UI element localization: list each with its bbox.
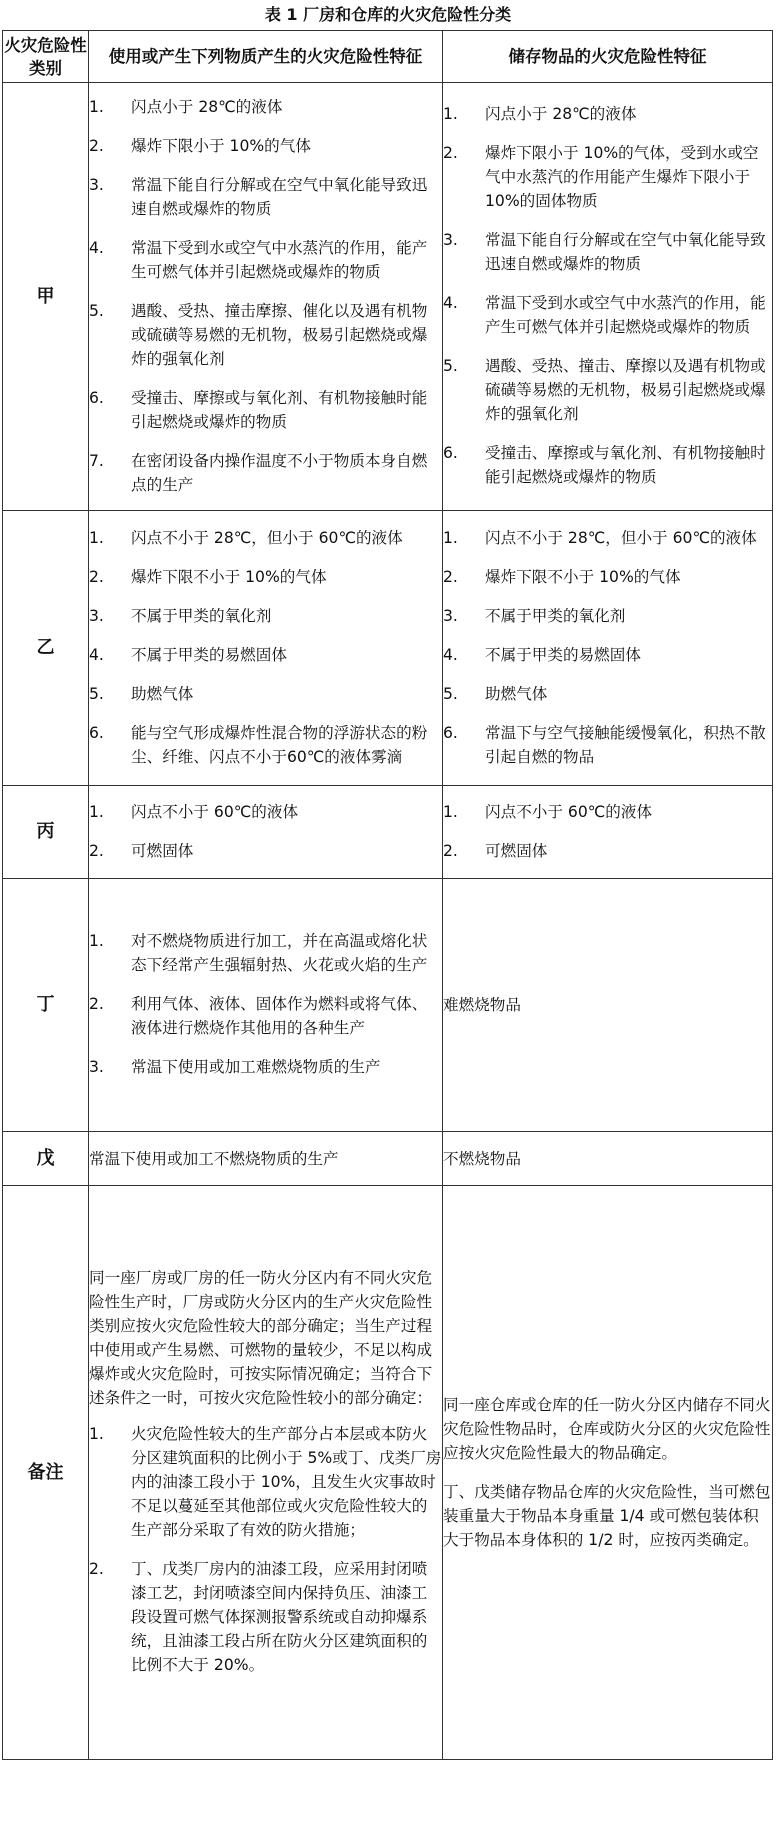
item-number: 1.	[89, 802, 104, 821]
header-storage: 储存物品的火灾危险性特征	[443, 31, 773, 83]
list-production-yi	[89, 517, 442, 780]
item-text: 受撞击、摩擦或与氧化剂、有机物接触时能引起燃烧或爆炸的物质	[131, 388, 428, 431]
item-number: 2.	[443, 567, 458, 586]
item-text: 闪点不小于 28℃，但小于 60℃的液体	[131, 528, 403, 547]
item-number: 2.	[89, 1560, 104, 1578]
item-number: 6.	[89, 723, 104, 742]
item-text: 不属于甲类的易燃固体	[485, 645, 641, 664]
row-jia	[3, 83, 773, 511]
item-text: 对不燃烧物质进行加工，并在高温或熔化状态下经常产生强辐射热、火花或火焰的生产	[131, 932, 428, 974]
item-number: 7.	[89, 451, 104, 470]
list-item	[89, 565, 442, 589]
list-item	[443, 721, 772, 769]
list-item	[89, 386, 442, 434]
list-item	[443, 291, 772, 339]
item-text: 常温下能自行分解或在空气中氧化能导致迅速自燃或爆炸的物质	[485, 231, 766, 273]
item-text: 常温下受到水或空气中水蒸汽的作用，能产生可燃气体并引起燃烧或爆炸的物质	[485, 294, 766, 336]
item-text: 常温下与空气接触能缓慢氧化，积热不散引起自燃的物品	[485, 723, 766, 766]
item-text: 闪点不小于 60℃的液体	[485, 802, 653, 821]
item-number: 2.	[89, 841, 104, 860]
list-item	[89, 1422, 442, 1542]
storage-wu-text: 不燃烧物品	[443, 1149, 521, 1168]
item-number: 1.	[89, 528, 104, 547]
list-item	[443, 441, 772, 489]
item-number: 3.	[89, 606, 104, 625]
row-wu	[3, 1132, 773, 1186]
item-number: 4.	[89, 645, 104, 664]
production-ding	[89, 879, 443, 1132]
list-item	[443, 228, 772, 276]
item-number: 3.	[89, 1058, 104, 1076]
item-text: 爆炸下限不小于 10%的气体	[485, 567, 681, 586]
list-item	[89, 1557, 442, 1677]
item-text: 常温下使用或加工难燃烧物质的生产	[131, 1058, 381, 1076]
table-title: 表 1 厂房和仓库的火灾危险性分类	[264, 5, 512, 24]
item-text: 爆炸下限小于 10%的气体，受到水或空气中水蒸汽的作用能产生爆炸下限小于 10%的固体物质	[485, 144, 759, 210]
item-number: 1.	[443, 105, 458, 123]
production-notes-intro: 同一座厂房或厂房的任一防火分区内有不同火灾危险性生产时，厂房或防火分区内的生产火灾危险性类别应按火灾危险性较大的部分确定；当生产过程中使用或产生易燃、可燃物的量较少，不足以构成爆炸或火灾危险时，可按实际情况确定；当符合下述条件之一时，可按火灾危险性较小的部分确定：	[89, 1269, 433, 1407]
item-text: 可燃固体	[131, 841, 194, 860]
list-item	[443, 839, 772, 863]
list-item	[89, 236, 442, 284]
list-storage-jia	[443, 93, 772, 500]
storage-notes	[443, 1186, 773, 1760]
list-item	[443, 800, 772, 824]
item-number: 6.	[443, 444, 458, 462]
list-item	[89, 839, 442, 863]
item-number: 3.	[443, 231, 458, 249]
category-bing: 丙	[3, 786, 89, 879]
production-wu	[89, 1132, 443, 1186]
item-text: 在密闭设备内操作温度不小于物质本身自燃点的生产	[131, 451, 428, 494]
item-number: 2.	[89, 567, 104, 586]
list-production-jia	[89, 86, 442, 508]
list-production-ding	[89, 920, 442, 1090]
storage-ding	[443, 879, 773, 1132]
item-number: 6.	[89, 388, 104, 407]
list-item	[443, 102, 772, 126]
row-yi	[3, 511, 773, 786]
item-number: 1.	[89, 932, 104, 950]
item-text: 爆炸下限小于 10%的气体	[131, 136, 311, 155]
item-number: 3.	[443, 606, 458, 625]
item-text: 遇酸、受热、撞击、摩擦以及遇有机物或硫磺等易燃的无机物，极易引起燃烧或爆炸的强氧化剂	[485, 357, 766, 423]
item-text: 能与空气形成爆炸性混合物的浮游状态的粉尘、纤维、闪点不小于60℃的液体雾滴	[131, 723, 428, 766]
list-production-bing	[89, 791, 442, 874]
item-number: 3.	[89, 175, 104, 194]
storage-yi	[443, 511, 773, 786]
production-bing	[89, 786, 443, 879]
category-notes: 备注	[3, 1186, 89, 1760]
item-number: 4.	[443, 645, 458, 664]
header-category: 火灾危险性类别	[3, 31, 89, 83]
list-item	[89, 1055, 442, 1079]
item-text: 不属于甲类的氧化剂	[485, 606, 626, 625]
item-text: 常温下受到水或空气中水蒸汽的作用，能产生可燃气体并引起燃烧或爆炸的物质	[131, 238, 428, 281]
storage-bing	[443, 786, 773, 879]
category-ding: 丁	[3, 879, 89, 1132]
production-yi	[89, 511, 443, 786]
list-storage-yi	[443, 517, 772, 780]
category-yi: 乙	[3, 511, 89, 786]
fire-hazard-table	[2, 30, 773, 1760]
header-row	[3, 31, 773, 83]
list-item	[443, 141, 772, 213]
item-text: 不属于甲类的氧化剂	[131, 606, 272, 625]
list-item	[89, 449, 442, 497]
item-number: 5.	[443, 684, 458, 703]
item-text: 闪点不小于 60℃的液体	[131, 802, 299, 821]
storage-wu	[443, 1132, 773, 1186]
item-text: 火灾危险性较大的生产部分占本层或本防火分区建筑面积的比例小于 5%或丁、戊类厂房内的油漆工段小于 10%，且发生火灾事故时不足以蔓延至其他部位或火灾危险性较大的生产部分采取了有效的防火措施；	[131, 1425, 442, 1539]
item-number: 2.	[89, 136, 104, 155]
item-text: 利用气体、液体、固体作为燃料或将气体、液体进行燃烧作其他用的各种生产	[131, 995, 428, 1037]
item-text: 常温下能自行分解或在空气中氧化能导致迅速自燃或爆炸的物质	[131, 175, 428, 218]
row-ding	[3, 879, 773, 1132]
item-text: 爆炸下限不小于 10%的气体	[131, 567, 327, 586]
item-text: 助燃气体	[485, 684, 548, 703]
item-text: 闪点不小于 28℃，但小于 60℃的液体	[485, 528, 757, 547]
item-number: 6.	[443, 723, 458, 742]
item-number: 2.	[443, 841, 458, 860]
item-number: 5.	[89, 684, 104, 703]
item-number: 5.	[89, 301, 104, 320]
production-notes	[89, 1186, 443, 1760]
item-number: 1.	[89, 97, 104, 116]
storage-notes-p2: 丁、戊类储存物品仓库的火灾危险性，当可燃包装重量大于物品本身重量 1/4 或可燃包装体积大于物品本身体积的 1/2 时，应按丙类确定。	[443, 1483, 771, 1549]
category-wu: 戊	[3, 1132, 89, 1186]
item-number: 4.	[89, 238, 104, 257]
header-production: 使用或产生下列物质产生的火灾危险性特征	[89, 31, 443, 83]
item-text: 可燃固体	[485, 841, 548, 860]
list-item	[89, 173, 442, 221]
list-storage-bing	[443, 791, 772, 874]
item-text: 受撞击、摩擦或与氧化剂、有机物接触时能引起燃烧或爆炸的物质	[485, 444, 766, 486]
list-item	[89, 134, 442, 158]
list-item	[443, 604, 772, 628]
item-number: 1.	[89, 1425, 104, 1443]
list-item	[89, 604, 442, 628]
list-item	[89, 929, 442, 977]
list-item	[89, 721, 442, 769]
production-jia	[89, 83, 443, 511]
item-text: 不属于甲类的易燃固体	[131, 645, 287, 664]
item-text: 助燃气体	[131, 684, 194, 703]
item-number: 1.	[443, 802, 458, 821]
row-notes	[3, 1186, 773, 1760]
list-item	[89, 95, 442, 119]
category-jia: 甲	[3, 83, 89, 511]
list-item	[89, 800, 442, 824]
list-item	[443, 643, 772, 667]
item-number: 5.	[443, 357, 458, 375]
list-item	[443, 682, 772, 706]
row-bing	[3, 786, 773, 879]
list-item	[89, 526, 442, 550]
list-item	[443, 526, 772, 550]
list-item	[443, 354, 772, 426]
list-production-notes	[89, 1410, 442, 1677]
list-item	[443, 565, 772, 589]
item-number: 4.	[443, 294, 458, 312]
list-item	[89, 643, 442, 667]
list-item	[89, 992, 442, 1040]
list-item	[89, 299, 442, 371]
item-number: 2.	[89, 995, 104, 1013]
list-item	[89, 682, 442, 706]
storage-ding-text: 难燃烧物品	[443, 996, 521, 1014]
production-wu-text: 常温下使用或加工不燃烧物质的生产	[89, 1149, 339, 1168]
storage-notes-p1: 同一座仓库或仓库的任一防火分区内储存不同火灾危险性物品时，仓库或防火分区的火灾危险性应按火灾危险性最大的物品确定。	[443, 1396, 771, 1462]
item-text: 闪点小于 28℃的液体	[131, 97, 283, 116]
item-number: 2.	[443, 144, 458, 162]
item-text: 丁、戊类厂房内的油漆工段，应采用封闭喷漆工艺，封闭喷漆空间内保持负压、油漆工段设置可燃气体探测报警系统或自动抑爆系统，且油漆工段占所在防火分区建筑面积的比例不大于 20%。	[131, 1560, 428, 1674]
storage-jia	[443, 83, 773, 511]
item-text: 闪点小于 28℃的液体	[485, 105, 637, 123]
item-number: 1.	[443, 528, 458, 547]
item-text: 遇酸、受热、撞击摩擦、催化以及遇有机物或硫磺等易燃的无机物，极易引起燃烧或爆炸的强氧化剂	[131, 301, 428, 368]
